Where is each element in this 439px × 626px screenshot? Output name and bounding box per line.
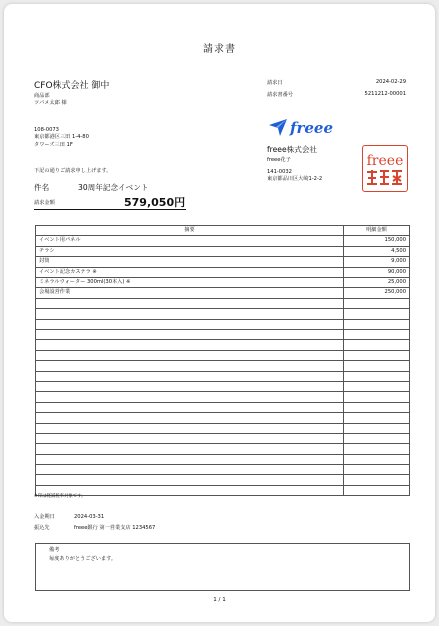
row-description bbox=[36, 465, 344, 475]
notes-text: 毎度ありがとうございます。 bbox=[49, 556, 117, 562]
invoice-intro: 下記の通りご請求申し上げます。 bbox=[34, 168, 112, 174]
invoice-page bbox=[4, 4, 435, 622]
column-header-amount: 明細金額 bbox=[344, 226, 410, 236]
total-amount: 579,050円 bbox=[124, 196, 186, 209]
row-amount bbox=[344, 413, 410, 423]
tax-note: ※印は軽減税率対象です。 bbox=[34, 494, 86, 499]
row-description bbox=[36, 423, 344, 433]
row-description bbox=[36, 361, 344, 371]
table-row bbox=[36, 361, 410, 371]
row-description: ミネラルウォーター 300ml(30本入) ※ bbox=[36, 278, 344, 288]
row-amount bbox=[344, 298, 410, 308]
row-amount bbox=[344, 319, 410, 329]
table-row bbox=[36, 371, 410, 381]
amount-underline bbox=[34, 209, 186, 210]
row-amount bbox=[344, 433, 410, 443]
row-amount bbox=[344, 465, 410, 475]
row-amount: 4,500 bbox=[344, 246, 410, 256]
notes-label: 備考 bbox=[49, 547, 60, 553]
row-amount bbox=[344, 340, 410, 350]
row-amount bbox=[344, 485, 410, 495]
row-amount: 25,000 bbox=[344, 278, 410, 288]
table-row bbox=[36, 485, 410, 495]
issuer-postal: 141-0032 bbox=[267, 169, 292, 175]
subject-value: 30周年記念イベント bbox=[78, 183, 149, 192]
notes-box bbox=[35, 543, 410, 591]
row-amount bbox=[344, 309, 410, 319]
row-amount: 150,000 bbox=[344, 236, 410, 246]
table-row bbox=[36, 236, 410, 246]
table-row bbox=[36, 330, 410, 340]
row-amount bbox=[344, 371, 410, 381]
invoice-number: 5211212-00001 bbox=[364, 91, 406, 97]
issuer-address: 東京都品川区大崎1-2-2 bbox=[267, 176, 323, 182]
amount-label: 請求金額 bbox=[34, 200, 55, 206]
table-row bbox=[36, 465, 410, 475]
table-row bbox=[36, 392, 410, 402]
company-seal-stamp bbox=[362, 145, 408, 192]
issuer-company: freee株式会社 bbox=[267, 145, 318, 154]
issuer-person: freee花子 bbox=[267, 157, 291, 163]
table-row bbox=[36, 402, 410, 412]
row-description bbox=[36, 413, 344, 423]
row-description bbox=[36, 340, 344, 350]
bank-label: 振込先 bbox=[34, 525, 50, 531]
row-amount bbox=[344, 444, 410, 454]
table-row bbox=[36, 423, 410, 433]
column-header-description: 摘要 bbox=[36, 226, 344, 236]
row-description bbox=[36, 371, 344, 381]
document-title: 請求書 bbox=[203, 44, 236, 55]
bank-value: freee銀行 第一営業支店 1234567 bbox=[74, 525, 156, 531]
invoice-date-label: 請求日 bbox=[267, 80, 283, 86]
row-amount bbox=[344, 454, 410, 464]
row-description bbox=[36, 402, 344, 412]
table-row bbox=[36, 413, 410, 423]
row-description bbox=[36, 330, 344, 340]
row-description bbox=[36, 350, 344, 360]
row-description bbox=[36, 392, 344, 402]
row-description bbox=[36, 444, 344, 454]
row-amount: 9,000 bbox=[344, 257, 410, 267]
row-description bbox=[36, 475, 344, 485]
table-row bbox=[36, 444, 410, 454]
row-amount bbox=[344, 402, 410, 412]
row-description bbox=[36, 319, 344, 329]
table-row bbox=[36, 288, 410, 298]
client-address1: 東京都港区三田 1-4-80 bbox=[34, 134, 89, 140]
row-description bbox=[36, 454, 344, 464]
stamp-text: freee bbox=[366, 153, 404, 169]
row-amount bbox=[344, 475, 410, 485]
table-row bbox=[36, 278, 410, 288]
invoice-date: 2024-02-29 bbox=[375, 79, 406, 85]
row-description: イベント記念カステラ ※ bbox=[36, 267, 344, 277]
row-description: 封筒 bbox=[36, 257, 344, 267]
table-row bbox=[36, 246, 410, 256]
row-amount: 90,000 bbox=[344, 267, 410, 277]
table-row bbox=[36, 267, 410, 277]
client-contact: ツバメ太郎 様 bbox=[34, 100, 67, 106]
row-amount bbox=[344, 330, 410, 340]
line-items-table bbox=[35, 225, 410, 496]
table-row bbox=[36, 298, 410, 308]
row-description: チラシ bbox=[36, 246, 344, 256]
client-name: CFO株式会社 御中 bbox=[34, 81, 110, 91]
table-row bbox=[36, 309, 410, 319]
table-row bbox=[36, 381, 410, 391]
row-amount bbox=[344, 381, 410, 391]
logo-text: freee bbox=[290, 119, 333, 137]
client-postal: 108-0073 bbox=[34, 127, 59, 133]
row-amount bbox=[344, 392, 410, 402]
row-description bbox=[36, 309, 344, 319]
table-row bbox=[36, 350, 410, 360]
table-row bbox=[36, 475, 410, 485]
table-row bbox=[36, 340, 410, 350]
row-description: 会場設営作業 bbox=[36, 288, 344, 298]
table-row bbox=[36, 319, 410, 329]
client-department: 商品部 bbox=[34, 93, 50, 99]
subject-label: 件名 bbox=[34, 183, 50, 192]
row-amount bbox=[344, 361, 410, 371]
row-description bbox=[36, 433, 344, 443]
row-amount bbox=[344, 423, 410, 433]
row-description: イベント用パネル bbox=[36, 236, 344, 246]
client-address2: タワーズ三田 1F bbox=[34, 142, 73, 148]
row-description bbox=[36, 298, 344, 308]
due-date-value: 2024-03-31 bbox=[74, 514, 105, 520]
row-amount: 250,000 bbox=[344, 288, 410, 298]
freee-logo bbox=[267, 116, 339, 142]
page-indicator: 1 / 1 bbox=[213, 597, 226, 603]
due-date-label: 入金期日 bbox=[34, 514, 55, 520]
table-header-row bbox=[36, 226, 410, 236]
table-row bbox=[36, 433, 410, 443]
row-amount bbox=[344, 350, 410, 360]
row-description bbox=[36, 381, 344, 391]
invoice-number-label: 請求書番号 bbox=[267, 92, 293, 98]
table-row bbox=[36, 454, 410, 464]
table-row bbox=[36, 257, 410, 267]
